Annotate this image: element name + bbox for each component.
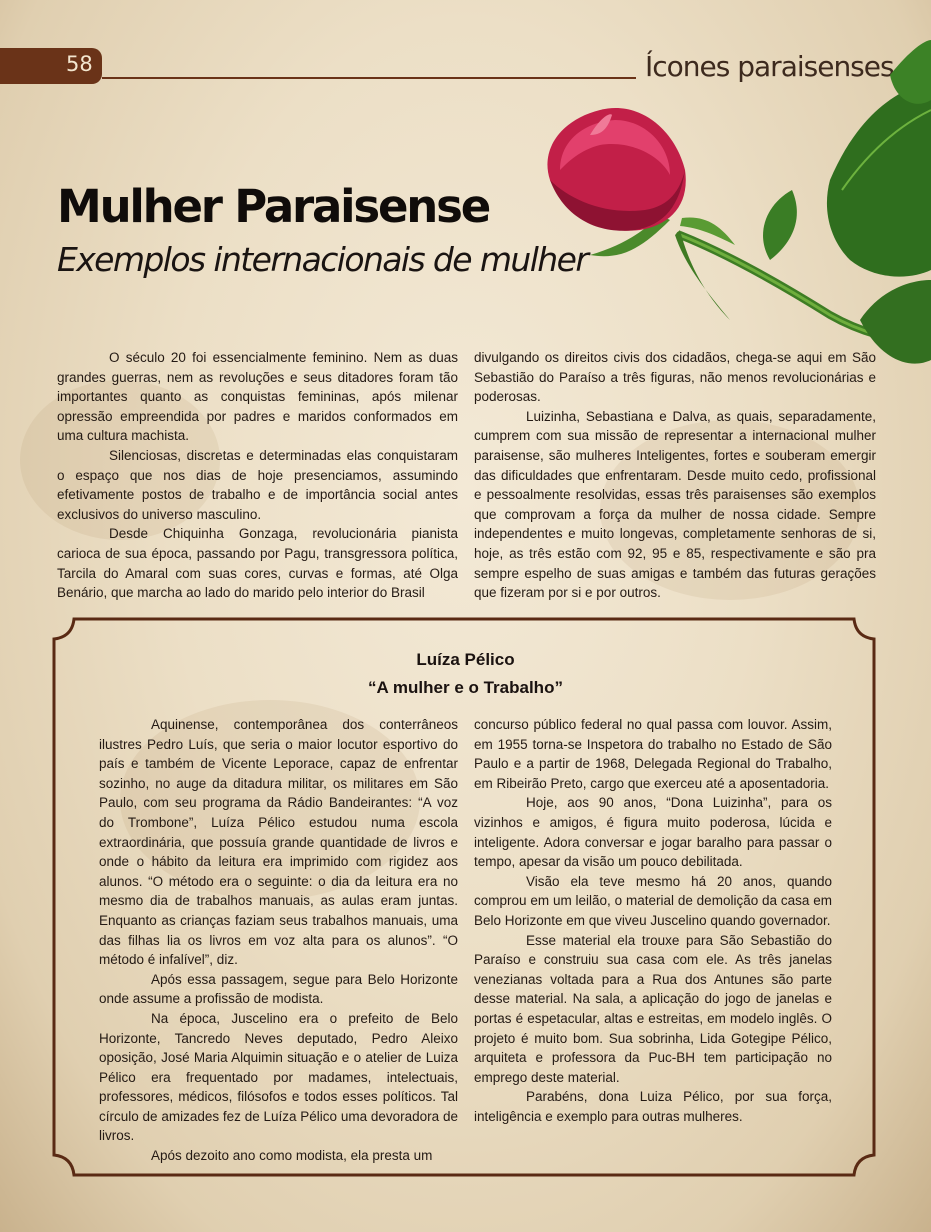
rose-illustration xyxy=(530,40,931,400)
paragraph: Silenciosas, discretas e determinadas elas conquistaram o espaço que nos dias de hoje presenciamos, assumindo efetivamente postos de trabalho e de importância social antes exclusivos do universo masculino. xyxy=(57,447,458,522)
paragraph: Aquinense, contemporânea dos conterrâneos ilustres Pedro Luís, que seria o maior locutor esportivo do país e também de Vicente Leporace, capaz de enfrentar sozinho, no auge da ditadura militar, os militares em São Paulo, com seu programa da Rádio Bandeirantes: “A voz do Trombone”, Luíza Pélico estudou numa escola extraordinária, que possuía grande quantidade de livros e onde o hábito da leitura era imprimido com rigidez aos alunos. “O método era o seguinte: o dia da leitura era no mesmo dia de trabalhos manuais, as aulas eram juntas. Enquanto as crianças faziam seus trabalhos manuais, uma das filhas lia os livros em voz alta para os alunos”. “O método é infalível”, diz. xyxy=(99,717,458,968)
profile-name: Luíza Pélico xyxy=(416,650,515,669)
article-title: Mulher Paraisense xyxy=(57,180,490,233)
paragraph: Esse material ela trouxe para São Sebastião do Paraíso e construiu sua casa com ele. As três janelas venezianas voltada para a Rua dos Antunes são parte desse material. Na sala, a aplicação do jogo de janelas e portas é espetacular, altas e estreitas, em modelo inglês. O projeto é muito bom. Sua sobrinha, Lida Gotegipe Pélico, arquiteta e professora da Puc-BH tem participação no emprego deste material. xyxy=(474,932,832,1085)
intro-column-right xyxy=(474,348,876,603)
profile-column-right xyxy=(474,715,832,1126)
page-number: 58 xyxy=(66,52,93,76)
section-title: Ícones paraisenses xyxy=(645,50,894,83)
article-subtitle: Exemplos internacionais de mulher xyxy=(57,240,588,279)
profile-subtitle: “A mulher e o Trabalho” xyxy=(368,678,563,697)
paragraph: Visão ela teve mesmo há 20 anos, quando comprou em um leilão, o material de demolição da casa em Belo Horizonte em que viveu Juscelino quando governador. xyxy=(474,873,832,928)
paragraph: Na época, Juscelino era o prefeito de Belo Horizonte, Tancredo Neves deputado, Pedro Aleixo oposição, José Maria Alquimin situação e o atelier de Luiza Pélico era frequentado por madames, intelectuais, professores, médicos, filósofos e todos esses políticos. Tal círculo de amizades fez de Luíza Pélico uma devoradora de livros. xyxy=(99,1010,458,1144)
paragraph: Após essa passagem, segue para Belo Horizonte onde assume a profissão de modista. xyxy=(99,971,458,1007)
paragraph: concurso público federal no qual passa com louvor. Assim, em 1955 torna-se Inspetora do trabalho no Estado de São Paulo e a partir de 1968, Delegada Regional do Trabalho, em Ribeirão Preto, cargo que exerceu até a aposentadoria. xyxy=(474,717,832,791)
intro-column-left xyxy=(57,348,458,603)
paragraph: O século 20 foi essencialmente feminino. Nem as duas grandes guerras, nem as revoluções e seus ditadores foram tão importantes quanto as conquistas femininas, após milenar opressão empreendida por padres e maridos conformados em uma cultura machista. xyxy=(57,350,458,444)
paragraph: Hoje, aos 90 anos, “Dona Luizinha”, para os vizinhos e amigos, é figura muito poderosa, lúcida e inteligente. Adora conversar e jogar baralho para passar o tempo, apesar da visão um pouco debilitada. xyxy=(474,795,832,870)
paragraph: Desde Chiquinha Gonzaga, revolucionária pianista carioca de sua época, passando por Pagu, transgressora política, Tarcila do Amaral com suas cores, curvas e formas, até Olga Benário, que marcha ao lado do marido pelo interior do Brasil xyxy=(57,526,458,601)
paragraph: divulgando os direitos civis dos cidadãos, chega-se aqui em São Sebastião do Paraíso a três figuras, não menos revolucionárias e poderosas. xyxy=(474,350,876,405)
profile-column-left xyxy=(99,715,458,1166)
paragraph: Luizinha, Sebastiana e Dalva, as quais, separadamente, cumprem com sua missão de representar a internacional mulher paraisense, são mulheres Inteligentes, fortes e souberam emergir das dificuldades que enfrentaram. Desde muito cedo, profissional e pessoalmente resolvidas, essas três paraisenses são exemplos que comprovam a força da mulher de nossa cidade. Sempre independentes e muito longevas, completamente senhoras de si, hoje, as três estão com 92, 95 e 85, respectivamente e são pra sempre espelho de suas amigas e também das futuras gerações que fizeram por si e por outros. xyxy=(474,408,876,601)
paragraph: Parabéns, dona Luiza Pélico, por sua força, inteligência e exemplo para outras mulheres. xyxy=(474,1089,832,1124)
paragraph: Após dezoito ano como modista, ela presta um xyxy=(151,1148,433,1164)
